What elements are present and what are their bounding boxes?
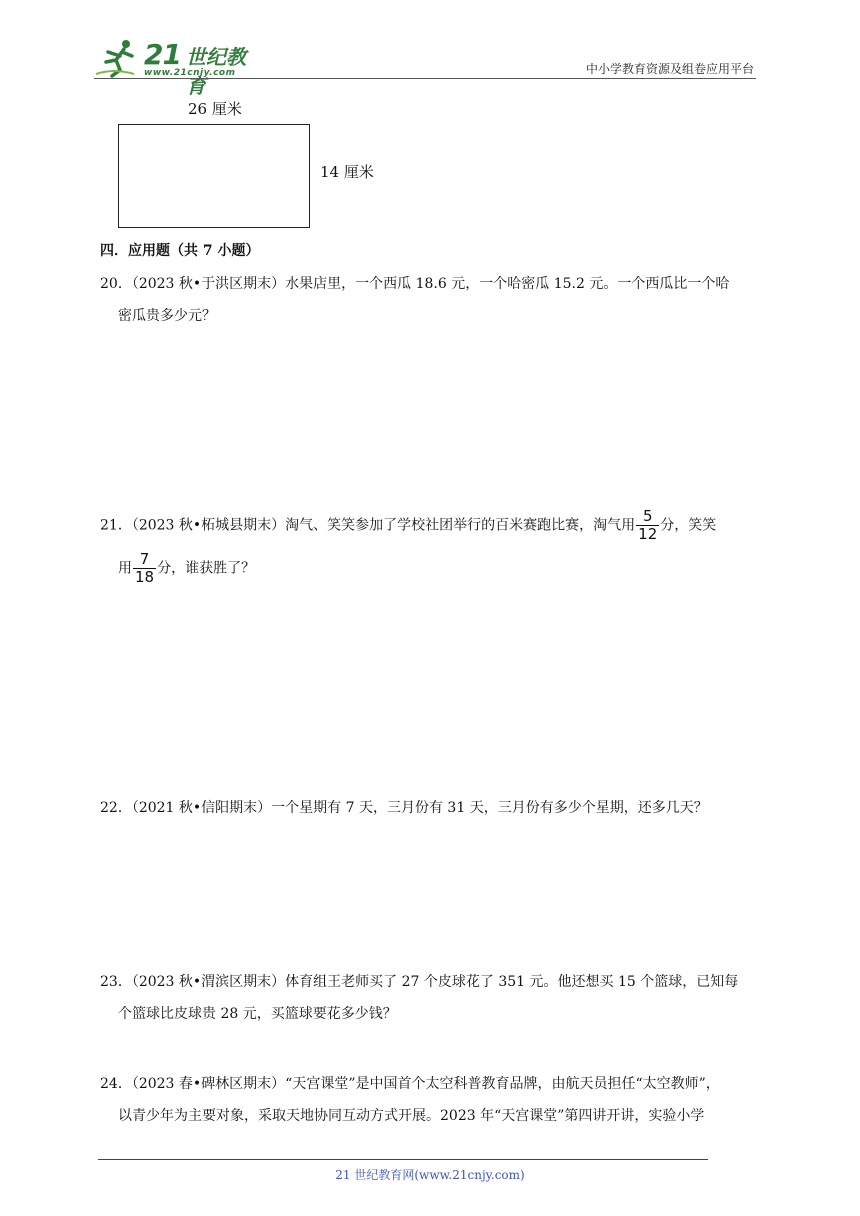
question-source: （2021 秋•信阳期末） xyxy=(131,800,272,816)
fraction xyxy=(133,551,156,586)
question-number: 24． xyxy=(100,1076,132,1092)
question-source: （2023 秋•于洪区期末） xyxy=(131,276,286,292)
question-number: 20． xyxy=(100,276,132,292)
fraction-numerator: 5 xyxy=(642,507,653,525)
question-text: 用 xyxy=(118,560,132,577)
question-number: 22． xyxy=(100,800,132,816)
site-logo xyxy=(94,38,264,98)
rect-width-label: 26 厘米 xyxy=(188,100,242,118)
fraction-numerator: 7 xyxy=(139,550,150,568)
question-text-cont xyxy=(100,551,764,586)
question-text-cont: 密瓜贵多少元？ xyxy=(118,308,216,324)
question-text: 分，笑笑 xyxy=(660,517,717,534)
logo-number: 21 xyxy=(144,38,181,71)
fraction-denominator: 12 xyxy=(638,525,658,543)
header-divider xyxy=(94,78,756,79)
question-text: 水果店里，一个西瓜 18.6 元，一个哈密瓜 15.2 元。一个西瓜比一个哈 xyxy=(285,276,730,292)
question-number: 21． xyxy=(100,517,132,534)
question-24 xyxy=(100,1068,764,1132)
footer-divider xyxy=(98,1159,708,1160)
fraction xyxy=(636,508,659,543)
question-number: 23． xyxy=(100,974,132,990)
question-22 xyxy=(100,792,764,824)
question-text: “天宫课堂”是中国首个太空科普教育品牌，由航天员担任“太空教师”， xyxy=(285,1076,720,1092)
question-text-cont: 个篮球比皮球贵 28 元，买篮球要花多少钱？ xyxy=(118,1006,397,1022)
fraction-denominator: 18 xyxy=(135,568,155,586)
question-text: 一个星期有 7 天，三月份有 31 天，三月份有多少个星期，还多几天？ xyxy=(271,800,708,816)
question-text: 分，谁获胜了？ xyxy=(157,560,256,577)
section-title: 四．应用题（共 7 小题） xyxy=(100,243,260,259)
question-source: （2023 秋•柘城县期末） xyxy=(131,517,286,534)
rect-height-label: 14 厘米 xyxy=(320,163,374,181)
question-23 xyxy=(100,966,764,1030)
question-text: 淘气、笑笑参加了学校社团举行的百米赛跑比赛，淘气用 xyxy=(285,517,636,534)
footer-link[interactable]: 21 世纪教育网(www.21cnjy.com) xyxy=(335,1168,525,1182)
question-source: （2023 春•碑林区期末） xyxy=(131,1076,286,1092)
runner-icon xyxy=(94,38,144,78)
rectangle-figure xyxy=(118,124,310,228)
logo-url: www.21cnjy.com xyxy=(144,68,236,78)
platform-title: 中小学教育资源及组卷应用平台 xyxy=(585,62,754,76)
question-20 xyxy=(100,268,764,332)
question-21 xyxy=(100,508,764,586)
logo-text: 世纪教育 xyxy=(186,45,246,98)
question-text-cont: 以青少年为主要对象，采取天地协同互动方式开展。2023 年“天宫课堂”第四讲开讲，实验小学 xyxy=(118,1108,705,1124)
question-source: （2023 秋•渭滨区期末） xyxy=(131,974,286,990)
question-text: 体育组王老师买了 27 个皮球花了 351 元。他还想买 15 个篮球，已知每 xyxy=(285,974,739,990)
